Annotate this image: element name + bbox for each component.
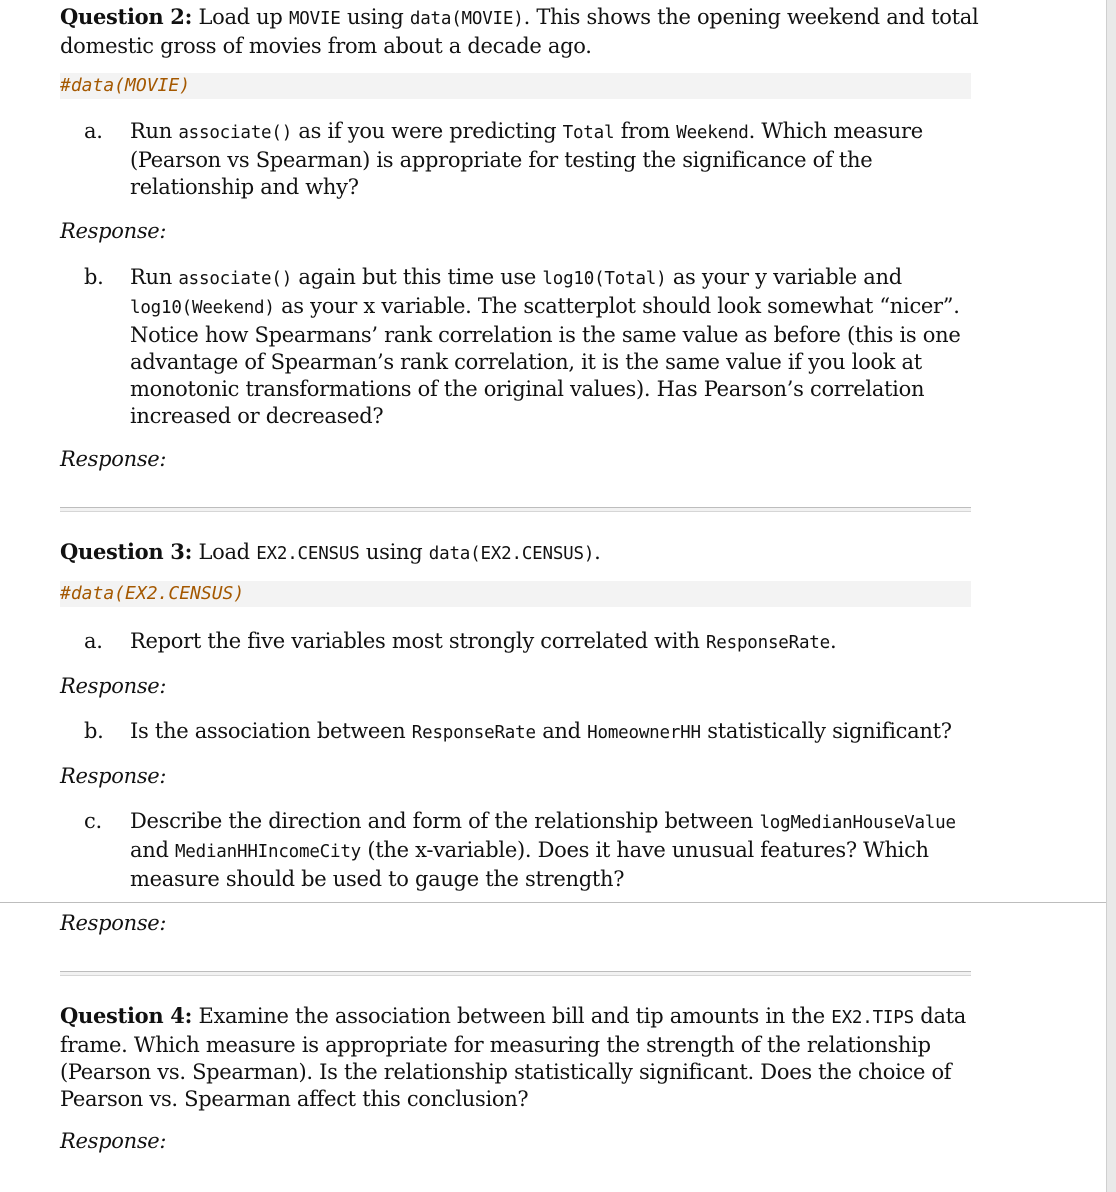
code-chunk-q3-text: #data(EX2.CENSUS) [60, 583, 245, 604]
q3-item-b-marker: b. [84, 719, 104, 743]
q3-response-c: Response: [60, 911, 167, 935]
question-3-text: Question 3: Load EX2.CENSUS using data(EX2.CENSUS). [60, 539, 601, 564]
q2-item-b-text: Run associate() again but this time use log10(Total) as your y variable and log10(Weekend) as your x variable. The scatterplot should look somewhat “nicer”. Notice how Spearmans’ rank correlation is the same value as before (this is one advantage of Spearman’s rank correlation, it is the same value if you look at monotonic transformations of the original values). Has Pearson’s correlation increased or decreased? [130, 265, 961, 428]
code-chunk-q3 [60, 581, 971, 607]
code-data-movie: data(MOVIE) [409, 9, 524, 29]
q2-response-a: Response: [60, 219, 167, 243]
question-3-label: Question 3: [60, 539, 193, 564]
horizontal-rule-2 [60, 971, 971, 976]
q2-response-b: Response: [60, 447, 167, 471]
q3-item-b-text: Is the association between ResponseRate and HomeownerHH statistically significant? [130, 719, 952, 743]
q2-item-b-marker: b. [84, 265, 104, 289]
question-4-text: Question 4: Examine the association between bill and tip amounts in the EX2.TIPS data frame. Which measure is appropriate for measuring the strength of the relationship (Pearson vs. Spearman). Is the relationship statistically significant. Does the choice of Pearson vs. Spearman affect this conclusion? [60, 1003, 967, 1111]
horizontal-rule-1 [60, 507, 971, 512]
scrollbar-track[interactable] [1106, 0, 1116, 1192]
q3-item-a-text: Report the five variables most strongly correlated with ResponseRate. [130, 629, 837, 653]
question-2-label: Question 2: [60, 4, 193, 29]
q2-item-a-text: Run associate() as if you were predicting Total from Weekend. Which measure (Pearson vs Spearman) is appropriate for testing the significance of the relationship and why? [130, 119, 923, 199]
q2-item-a-marker: a. [84, 119, 103, 143]
q4-response: Response: [60, 1129, 167, 1153]
page-break-line [0, 902, 1107, 903]
q3-response-b: Response: [60, 764, 167, 788]
code-movie: MOVIE [288, 9, 341, 29]
q3-item-a-marker: a. [84, 629, 103, 653]
question-2-text: Question 2: Load up MOVIE using data(MOVIE). This shows the opening weekend and total domestic gross of movies from about a decade ago. [60, 4, 979, 58]
code-chunk-q2-text: #data(MOVIE) [60, 75, 191, 96]
q3-item-c-marker: c. [84, 809, 102, 833]
question-4-label: Question 4: [60, 1003, 193, 1028]
q3-item-c-text: Describe the direction and form of the relationship between logMedianHouseValue and MedianHHIncomeCity (the x-variable). Does it have unusual features? Which measure should be used to gauge the strength? [130, 809, 956, 891]
code-chunk-q2 [60, 73, 971, 99]
q3-response-a: Response: [60, 674, 167, 698]
